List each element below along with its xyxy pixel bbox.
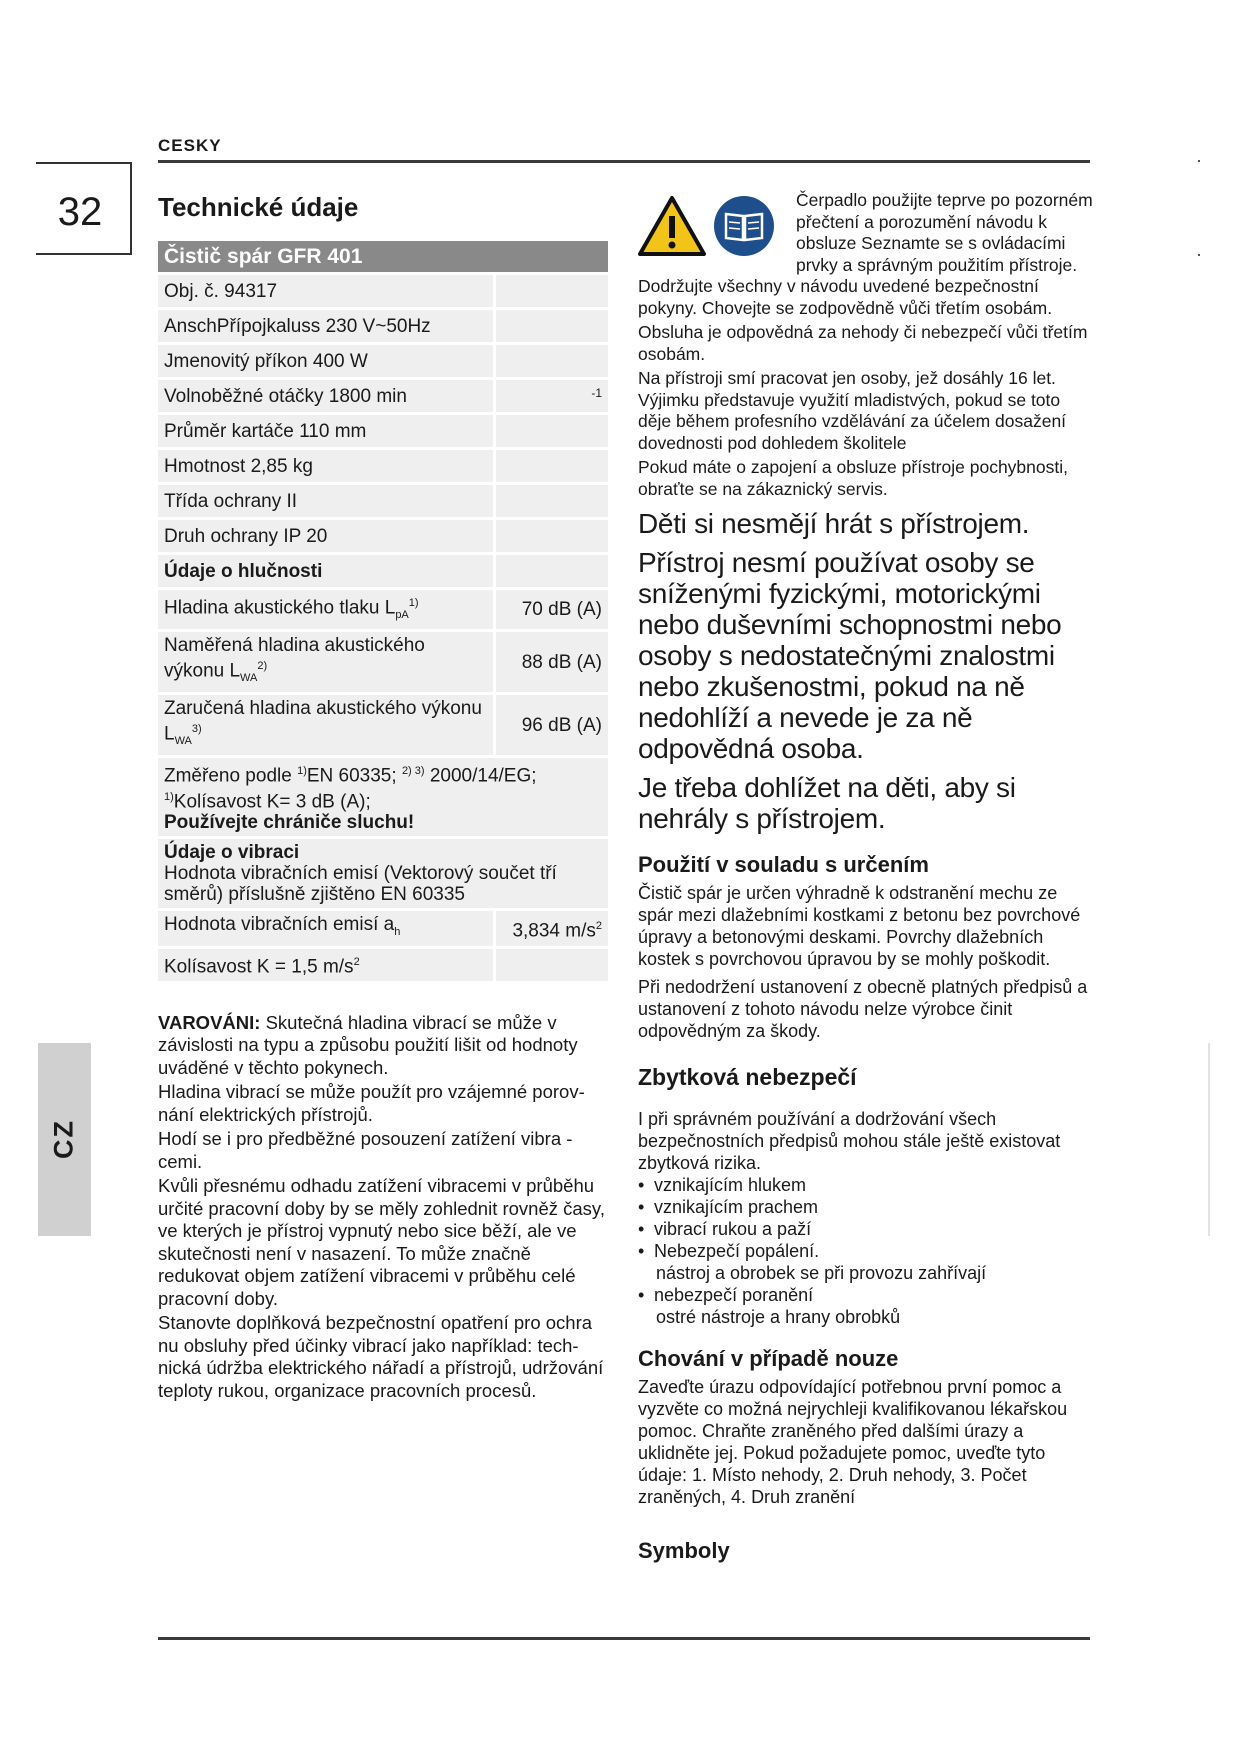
spec-row: Volnoběžné otáčky 1800 min <box>158 380 493 412</box>
residual-risks-intro: I při správném používání a dodržování všech bezpečnostních předpisů mohou stále ještě existovat zbytková rizika. <box>638 1109 1061 1173</box>
vibration-warning: VAROVÁNI: Skutečná hladina vibrací se může v závislosti na typu a způsobu použití lišit od hodnoty uváděné v těchto pokynech. Hladina vibrací se může použít pro vzájemné porov-nání elektrických přístrojů. Hodí se i pro předběžné posouzení zatížení vibra - cemi. Kvůli přesnému odhadu zatížení vibracemi v průběhu určité pracovní doby by se měly zohlednit rovněž časy, ve kterých je přístroj vypnutý nebo sice běží, ale ve skutečnosti není v nasazení. To může značně redukovat objem zatížení vibracemi v průběhu celé pracovní doby. Stanovte doplňková bezpečnostní opatření pro ochra nu obsluhy před účinky vibrací jako například: tech-nická údržba elektrického nářadí a přístrojů, udržování teploty rukou, organizace pracovních procesů. <box>158 1012 608 1403</box>
warning-paragraph: Hladina vibrací se může použít pro vzájemné porov-nání elektrických přístrojů. <box>158 1081 585 1125</box>
spec-row: Průměr kartáče 110 mm <box>158 415 493 447</box>
intro-paragraph: Čerpadlo použijte teprve po pozorném přečtení a porozumění návodu k obsluze Seznamte se s ovládacími prvky a správným použitím přístroje. Dodržujte všechny v návodu uvedené bezpečnostní pokyny. Chovejte se zodpovědně vůči třetím osobám. <box>638 190 1093 318</box>
section-title-technical: Technické údaje <box>158 192 359 222</box>
language-tab-label: CZ <box>48 1119 79 1159</box>
header-rule <box>158 160 1090 163</box>
spec-table <box>158 238 608 984</box>
page-number: 32 <box>57 190 103 234</box>
spec-row: Druh ochrany IP 20 <box>158 520 493 552</box>
spec-row: Třída ochrany II <box>158 485 493 517</box>
intro-paragraph: Pokud máte o zapojení a obsluze přístroje pochybnosti, obraťte se na zákaznický servis. <box>638 457 1068 499</box>
measured-note: Změřeno podle $^{1)}$EN 60335; $^{2) 3)}$ 2000/14/EG; $^{1)}$Kolísavost K= 3 dB (A); Používejte chrániče sluchu! <box>158 758 608 836</box>
noise-measured-power-label: Naměřená hladina akustického výkonu $L_{WA}^{2)}$ <box>158 632 493 692</box>
noise-measured-power-value: 88 dB (A) <box>493 632 608 692</box>
edge-mark <box>1198 254 1200 256</box>
list-item: • vznikajícím prachem <box>638 1196 1093 1218</box>
spec-table-heading: Čistič spár GFR 401 <box>158 241 608 272</box>
list-item: • vznikajícím hlukem <box>638 1174 1093 1196</box>
spec-row: Hmotnost 2,85 kg <box>158 450 493 482</box>
noise-pressure-value: 70 dB (A) <box>493 590 608 629</box>
section-title-symbols: Symboly <box>638 1538 730 1563</box>
vibration-emission-label: Hodnota vibračních emisí $a_h$ <box>158 911 493 946</box>
vibration-heading: Údaje o vibraci <box>164 842 300 864</box>
safety-icons <box>638 194 788 258</box>
right-column <box>638 190 1093 1568</box>
read-manual-icon <box>712 194 776 258</box>
vibration-text: Hodnota vibračních emisí (Vektorový součet tří směrů) příslušně zjištěno EN 60335 <box>164 863 557 906</box>
safety-intro <box>638 190 1093 500</box>
footer-rule <box>158 1637 1090 1640</box>
edge-line <box>1208 1043 1210 1236</box>
left-column <box>158 190 608 1404</box>
section-title-emergency: Chování v případě nouze <box>638 1346 899 1371</box>
list-item: • nebezpečí poranění ostré nástroje a hrany obrobků <box>638 1284 1093 1328</box>
header-language: CESKY <box>158 136 222 155</box>
intro-paragraph: Obsluha je odpovědná za nehody či nebezpečí vůči třetím osobám. <box>638 322 1088 364</box>
intended-use-paragraph: Při nedodržení ustanovení z obecně platných předpisů a ustanovení z tohoto návodu nelze výrobce činit odpovědným za škody. <box>638 977 1088 1041</box>
intended-use-paragraph: Čistič spár je určen výhradně k odstranění mechu ze spár mezi dlažebními kostkami z betonu bez povrchové úpravy a betonovými deskami. Povrchy dlažebních kostek s povrchovou úpravou by se mohly poškodit. <box>638 883 1081 969</box>
warning-paragraph: Hodí se i pro předběžné posouzení zatížení vibra - cemi. <box>158 1128 573 1172</box>
residual-risks-list <box>638 1174 1093 1328</box>
spec-row: Jmenovitý příkon 400 W <box>158 345 493 377</box>
vibration-section <box>158 839 608 908</box>
spec-row: AnschPřípojkaluss 230 V~50Hz <box>158 310 493 342</box>
edge-mark <box>1198 160 1200 162</box>
noise-guaranteed-power-value: 96 dB (A) <box>493 695 608 755</box>
warning-label: VAROVÁNI: <box>158 1011 261 1033</box>
noise-heading: Údaje o hlučnosti <box>158 555 493 587</box>
section-title-intended-use: Použití v souladu s určením <box>638 852 929 877</box>
warning-paragraph: Kvůli přesnému odhadu zatížení vibracemi v průběhu určité pracovní doby by se měly zohlednit rovněž časy, ve kterých je přístroj vypnutý nebo sice běží, ale ve skutečnosti není v nasazení. To může značně redukovat objem zatížení vibracemi v průběhu celé pracovní doby. <box>158 1175 605 1309</box>
noise-pressure-label: Hladina akustického tlaku $L_{pA}^{1)}$ <box>158 590 493 629</box>
noise-guaranteed-power-label: Zaručená hladina akustického výkonu $L_{WA}^{3)}$ <box>158 695 493 755</box>
warning-paragraph: Stanovte doplňková bezpečnostní opatření pro ochra nu obsluhy před účinky vibrací jako například: tech-nická údržba elektrického nářadí a přístrojů, udržování teploty rukou, organizace pracovních procesů. <box>158 1312 604 1401</box>
vibration-k-label: Kolísavost K = 1,5 $m/s^2$ <box>158 949 493 981</box>
rpm-exponent: -1 <box>493 380 608 412</box>
list-item: • Nebezpečí popálení. nástroj a obrobek se při provozu zahřívají <box>638 1240 1093 1284</box>
intro-paragraph: Na přístroji smí pracovat jen osoby, jež dosáhly 16 let. Výjimku představuje využití mladistvých, pokud se toto děje během profesního vzdělávání za účelem dosažení dovednosti pod dohledem školitele <box>638 368 1067 453</box>
section-title-residual-risks: Zbytková nebezpečí <box>638 1064 857 1090</box>
language-tab <box>38 1043 91 1236</box>
emergency-paragraph: Zaveďte úrazu odpovídající potřebnou první pomoc a vyzvěte co možná nejrychleji kvalifikovanou lékařskou pomoc. Chraňte zraněného před dalšími úrazy a uklidněte jej. Pokud požadujete pomoc, uveďte tyto údaje: 1. Místo nehody, 2. Druh nehody, 3. Počet zraněných, 4. Druh zranění <box>638 1377 1068 1507</box>
list-item: • vibrací rukou a paží <box>638 1218 1093 1240</box>
vibration-emission-value: 3,834 $m/s^2$ <box>493 911 608 946</box>
page-number-box <box>36 162 132 255</box>
children-warning: Děti si nesmějí hrát s přístrojem. Přístroj nesmí používat osoby se sníženými fyzickými, motorickými nebo duševními schopnostmi nebo osoby s nedostatečnými znalostmi nebo zkušenostmi, pokud na ně nedohlíží a nevede je za ně odpovědná osoba. Je třeba dohlížet na děti, aby si nehrály s přístrojem. <box>638 508 1062 834</box>
spec-row: Obj. č. 94317 <box>158 275 493 307</box>
